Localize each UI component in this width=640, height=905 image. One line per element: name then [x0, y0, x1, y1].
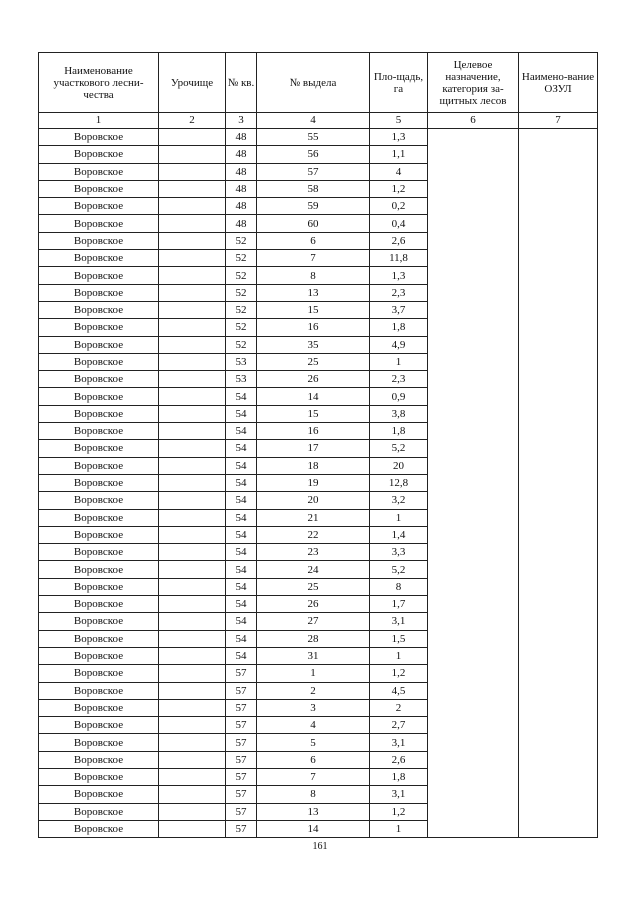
cell-quarter: 54 — [226, 457, 257, 474]
cell-area: 2,7 — [370, 717, 428, 734]
cell-quarter: 54 — [226, 526, 257, 543]
cell-plot: 23 — [257, 544, 370, 561]
cell-area: 2,3 — [370, 371, 428, 388]
cell-area: 3,8 — [370, 405, 428, 422]
cell-quarter: 54 — [226, 492, 257, 509]
cell-quarter: 48 — [226, 163, 257, 180]
cell-tract — [159, 647, 226, 664]
cell-plot: 21 — [257, 509, 370, 526]
cell-quarter: 57 — [226, 751, 257, 768]
cell-quarter: 57 — [226, 734, 257, 751]
cell-forestry: Воровское — [39, 163, 159, 180]
cell-plot: 60 — [257, 215, 370, 232]
cell-quarter: 54 — [226, 647, 257, 664]
cell-plot: 15 — [257, 405, 370, 422]
cell-tract — [159, 405, 226, 422]
cell-forestry: Воровское — [39, 198, 159, 215]
page-number: 161 — [312, 841, 328, 852]
cell-tract — [159, 457, 226, 474]
cell-area: 11,8 — [370, 250, 428, 267]
cell-quarter: 48 — [226, 146, 257, 163]
column-number: 2 — [159, 113, 226, 129]
cell-plot: 1 — [257, 665, 370, 682]
cell-plot: 7 — [257, 768, 370, 785]
cell-plot: 18 — [257, 457, 370, 474]
cell-plot: 55 — [257, 129, 370, 146]
cell-forestry: Воровское — [39, 734, 159, 751]
header-ozul: Наимено-вание ОЗУЛ — [519, 53, 598, 113]
cell-plot: 14 — [257, 820, 370, 837]
cell-forestry: Воровское — [39, 786, 159, 803]
header-plot: № выдела — [257, 53, 370, 113]
cell-area: 2,6 — [370, 751, 428, 768]
cell-quarter: 54 — [226, 423, 257, 440]
cell-area: 3,1 — [370, 734, 428, 751]
cell-forestry: Воровское — [39, 146, 159, 163]
cell-area: 1,2 — [370, 665, 428, 682]
cell-quarter: 57 — [226, 717, 257, 734]
cell-area: 1,8 — [370, 423, 428, 440]
cell-plot: 14 — [257, 388, 370, 405]
cell-plot: 31 — [257, 647, 370, 664]
cell-tract — [159, 232, 226, 249]
cell-tract — [159, 474, 226, 491]
cell-area: 1,3 — [370, 267, 428, 284]
cell-area: 3,7 — [370, 301, 428, 318]
cell-quarter: 48 — [226, 129, 257, 146]
cell-quarter: 54 — [226, 630, 257, 647]
cell-forestry: Воровское — [39, 319, 159, 336]
cell-tract — [159, 163, 226, 180]
cell-quarter: 57 — [226, 786, 257, 803]
cell-quarter: 54 — [226, 561, 257, 578]
cell-forestry: Воровское — [39, 751, 159, 768]
cell-area: 1,1 — [370, 146, 428, 163]
cell-area: 4,5 — [370, 682, 428, 699]
cell-plot: 25 — [257, 353, 370, 370]
cell-plot: 19 — [257, 474, 370, 491]
cell-plot: 15 — [257, 301, 370, 318]
cell-plot: 16 — [257, 319, 370, 336]
cell-tract — [159, 768, 226, 785]
cell-area: 0,9 — [370, 388, 428, 405]
column-number: 1 — [39, 113, 159, 129]
header-purpose: Целевое назначение, категория за-щитных лесов — [428, 53, 519, 113]
cell-tract — [159, 734, 226, 751]
column-number: 6 — [428, 113, 519, 129]
cell-forestry: Воровское — [39, 336, 159, 353]
cell-tract — [159, 578, 226, 595]
cell-forestry: Воровское — [39, 717, 159, 734]
cell-area: 4,9 — [370, 336, 428, 353]
cell-tract — [159, 492, 226, 509]
cell-forestry: Воровское — [39, 647, 159, 664]
cell-plot: 17 — [257, 440, 370, 457]
cell-forestry: Воровское — [39, 699, 159, 716]
cell-plot: 6 — [257, 751, 370, 768]
cell-plot: 27 — [257, 613, 370, 630]
cell-forestry: Воровское — [39, 544, 159, 561]
cell-forestry: Воровское — [39, 613, 159, 630]
cell-forestry: Воровское — [39, 665, 159, 682]
cell-area: 8 — [370, 578, 428, 595]
cell-plot: 13 — [257, 284, 370, 301]
cell-quarter: 52 — [226, 250, 257, 267]
cell-plot: 16 — [257, 423, 370, 440]
cell-forestry: Воровское — [39, 388, 159, 405]
cell-area: 1,2 — [370, 803, 428, 820]
cell-tract — [159, 509, 226, 526]
cell-plot: 58 — [257, 180, 370, 197]
cell-plot: 20 — [257, 492, 370, 509]
cell-area: 1,2 — [370, 180, 428, 197]
cell-area: 2,6 — [370, 232, 428, 249]
cell-quarter: 57 — [226, 820, 257, 837]
cell-tract — [159, 544, 226, 561]
table-row — [39, 129, 598, 146]
cell-tract — [159, 215, 226, 232]
header-forestry: Наименование участкового лесни-чества — [39, 53, 159, 113]
cell-area: 5,2 — [370, 561, 428, 578]
cell-tract — [159, 596, 226, 613]
cell-forestry: Воровское — [39, 353, 159, 370]
cell-forestry: Воровское — [39, 405, 159, 422]
cell-forestry: Воровское — [39, 129, 159, 146]
cell-forestry: Воровское — [39, 180, 159, 197]
cell-plot: 6 — [257, 232, 370, 249]
cell-quarter: 57 — [226, 699, 257, 716]
cell-plot: 13 — [257, 803, 370, 820]
cell-forestry: Воровское — [39, 492, 159, 509]
table-body — [39, 113, 598, 838]
cell-area: 1 — [370, 509, 428, 526]
cell-tract — [159, 630, 226, 647]
cell-forestry: Воровское — [39, 267, 159, 284]
column-number: 7 — [519, 113, 598, 129]
column-number: 5 — [370, 113, 428, 129]
cell-forestry: Воровское — [39, 215, 159, 232]
cell-forestry: Воровское — [39, 371, 159, 388]
cell-forestry: Воровское — [39, 457, 159, 474]
cell-plot: 35 — [257, 336, 370, 353]
cell-quarter: 54 — [226, 596, 257, 613]
cell-plot: 4 — [257, 717, 370, 734]
cell-tract — [159, 440, 226, 457]
cell-quarter: 52 — [226, 267, 257, 284]
cell-quarter: 57 — [226, 682, 257, 699]
cell-quarter: 52 — [226, 319, 257, 336]
cell-area: 3,3 — [370, 544, 428, 561]
cell-forestry: Воровское — [39, 250, 159, 267]
cell-tract — [159, 267, 226, 284]
cell-ozul — [519, 129, 598, 838]
cell-plot: 8 — [257, 786, 370, 803]
cell-forestry: Воровское — [39, 561, 159, 578]
cell-tract — [159, 198, 226, 215]
cell-tract — [159, 146, 226, 163]
forest-plots-table — [38, 52, 598, 838]
cell-tract — [159, 180, 226, 197]
cell-forestry: Воровское — [39, 509, 159, 526]
cell-quarter: 54 — [226, 509, 257, 526]
cell-purpose — [428, 129, 519, 838]
cell-quarter: 57 — [226, 665, 257, 682]
cell-plot: 59 — [257, 198, 370, 215]
cell-forestry: Воровское — [39, 232, 159, 249]
column-number: 3 — [226, 113, 257, 129]
cell-quarter: 54 — [226, 388, 257, 405]
cell-tract — [159, 717, 226, 734]
cell-forestry: Воровское — [39, 423, 159, 440]
cell-tract — [159, 526, 226, 543]
cell-quarter: 52 — [226, 284, 257, 301]
cell-quarter: 48 — [226, 180, 257, 197]
cell-forestry: Воровское — [39, 284, 159, 301]
cell-forestry: Воровское — [39, 820, 159, 837]
cell-forestry: Воровское — [39, 803, 159, 820]
header-area: Пло-щадь, га — [370, 53, 428, 113]
cell-quarter: 48 — [226, 215, 257, 232]
cell-tract — [159, 353, 226, 370]
cell-area: 1,3 — [370, 129, 428, 146]
cell-plot: 2 — [257, 682, 370, 699]
header-tract: Урочище — [159, 53, 226, 113]
column-number-row — [39, 113, 598, 129]
column-number: 4 — [257, 113, 370, 129]
cell-plot: 25 — [257, 578, 370, 595]
cell-quarter: 57 — [226, 768, 257, 785]
cell-quarter: 57 — [226, 803, 257, 820]
cell-forestry: Воровское — [39, 440, 159, 457]
cell-area: 3,1 — [370, 786, 428, 803]
cell-tract — [159, 820, 226, 837]
cell-area: 1 — [370, 820, 428, 837]
cell-quarter: 54 — [226, 613, 257, 630]
cell-plot: 56 — [257, 146, 370, 163]
cell-forestry: Воровское — [39, 578, 159, 595]
cell-plot: 3 — [257, 699, 370, 716]
cell-tract — [159, 301, 226, 318]
cell-tract — [159, 803, 226, 820]
cell-plot: 7 — [257, 250, 370, 267]
cell-quarter: 54 — [226, 544, 257, 561]
cell-quarter: 52 — [226, 336, 257, 353]
header-row — [39, 53, 598, 113]
cell-tract — [159, 388, 226, 405]
cell-tract — [159, 613, 226, 630]
cell-area: 2,3 — [370, 284, 428, 301]
cell-area: 1,8 — [370, 319, 428, 336]
cell-plot: 26 — [257, 596, 370, 613]
cell-plot: 57 — [257, 163, 370, 180]
cell-quarter: 54 — [226, 474, 257, 491]
cell-quarter: 52 — [226, 232, 257, 249]
cell-forestry: Воровское — [39, 301, 159, 318]
cell-tract — [159, 129, 226, 146]
cell-area: 1 — [370, 647, 428, 664]
cell-area: 1,7 — [370, 596, 428, 613]
cell-forestry: Воровское — [39, 474, 159, 491]
cell-tract — [159, 319, 226, 336]
cell-quarter: 54 — [226, 440, 257, 457]
cell-area: 20 — [370, 457, 428, 474]
cell-forestry: Воровское — [39, 526, 159, 543]
header-quarter: № кв. — [226, 53, 257, 113]
cell-quarter: 52 — [226, 301, 257, 318]
cell-area: 3,1 — [370, 613, 428, 630]
cell-plot: 26 — [257, 371, 370, 388]
cell-tract — [159, 284, 226, 301]
cell-area: 1,8 — [370, 768, 428, 785]
cell-tract — [159, 699, 226, 716]
cell-tract — [159, 665, 226, 682]
cell-plot: 24 — [257, 561, 370, 578]
cell-quarter: 53 — [226, 371, 257, 388]
cell-area: 5,2 — [370, 440, 428, 457]
cell-quarter: 54 — [226, 405, 257, 422]
cell-tract — [159, 682, 226, 699]
cell-tract — [159, 336, 226, 353]
cell-plot: 22 — [257, 526, 370, 543]
cell-area: 1,4 — [370, 526, 428, 543]
cell-area: 12,8 — [370, 474, 428, 491]
cell-tract — [159, 561, 226, 578]
cell-quarter: 53 — [226, 353, 257, 370]
cell-quarter: 48 — [226, 198, 257, 215]
cell-area: 0,2 — [370, 198, 428, 215]
cell-area: 1 — [370, 353, 428, 370]
cell-tract — [159, 751, 226, 768]
cell-plot: 28 — [257, 630, 370, 647]
cell-forestry: Воровское — [39, 768, 159, 785]
cell-area: 1,5 — [370, 630, 428, 647]
cell-forestry: Воровское — [39, 630, 159, 647]
cell-area: 3,2 — [370, 492, 428, 509]
cell-forestry: Воровское — [39, 596, 159, 613]
cell-plot: 5 — [257, 734, 370, 751]
cell-area: 0,4 — [370, 215, 428, 232]
cell-plot: 8 — [257, 267, 370, 284]
cell-forestry: Воровское — [39, 682, 159, 699]
cell-area: 4 — [370, 163, 428, 180]
cell-tract — [159, 423, 226, 440]
cell-tract — [159, 786, 226, 803]
cell-tract — [159, 371, 226, 388]
cell-area: 2 — [370, 699, 428, 716]
cell-quarter: 54 — [226, 578, 257, 595]
cell-tract — [159, 250, 226, 267]
